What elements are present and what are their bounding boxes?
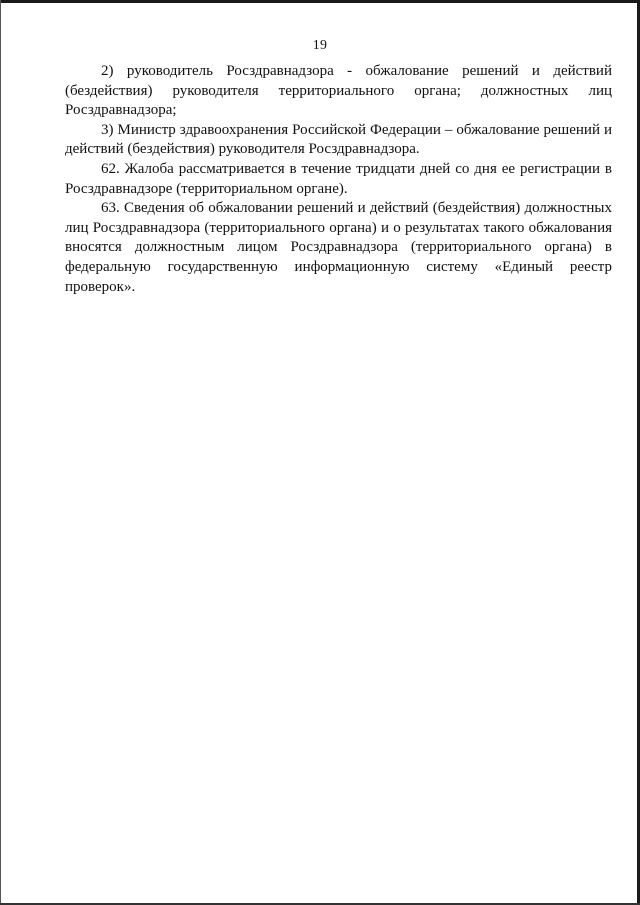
scan-edge-top [0,0,640,3]
paragraph-item-2: 2) руководитель Росздравнадзора - обжалование решений и действий (бездействия) руководителя территориального органа; должностных лиц Росздравнадзора; [65,63,612,119]
document-body [65,62,612,297]
paragraph-63: 63. Сведения об обжаловании решений и действий (бездействия) должностных лиц Росздравнадзора (территориального органа) и о результатах такого обжалования вносятся должностным лицом Росздравнадзора (территориального органа) в федеральную государственную информационную систему «Единый реестр проверок». [65,200,612,295]
scan-edge-left [0,0,1,905]
page-number: 19 [312,38,328,53]
paragraph-62: 62. Жалоба рассматривается в течение тридцати дней со дня ее регистрации в Росздравнадзоре (территориальном органе). [65,160,612,197]
paragraph-item-3: 3) Министр здравоохранения Российской Федерации – обжалование решений и действий (бездействия) руководителя Росздравнадзора. [65,121,612,158]
